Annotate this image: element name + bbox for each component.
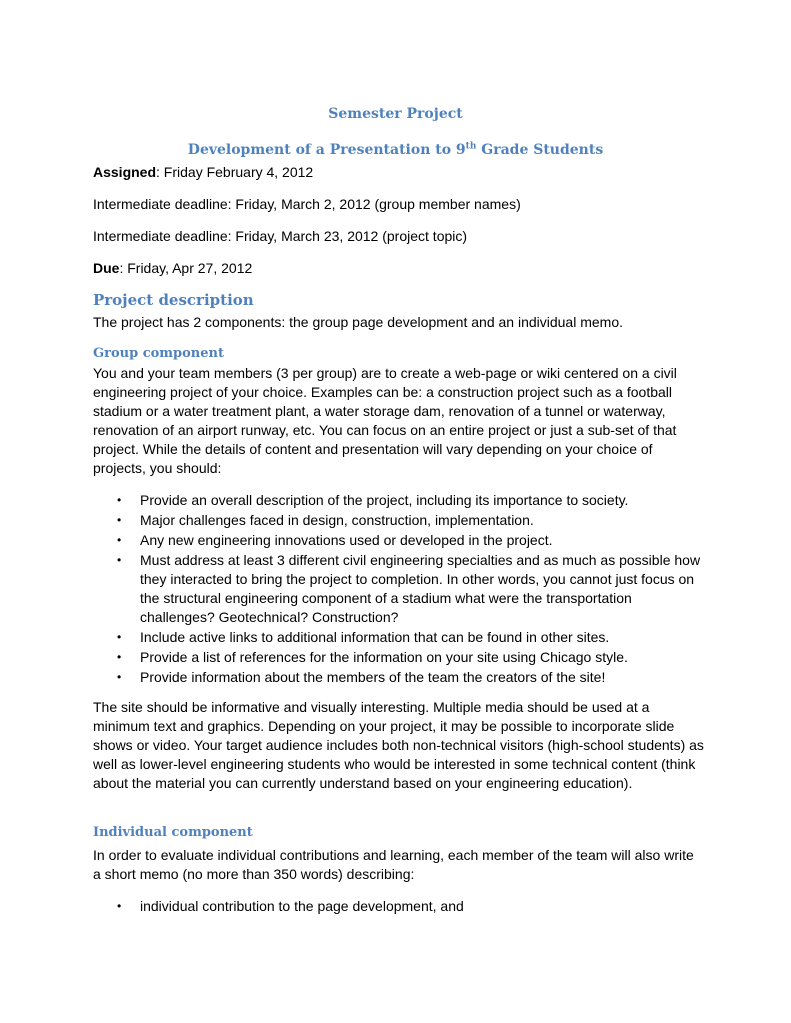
list-item: [93, 531, 705, 550]
group-component-heading: Group component: [93, 346, 224, 361]
group-component-closing: The site should be informative and visually interesting. Multiple media should be used at a minimum text and graphics. Depending on your project, it may be possible to incorporate slide shows or video. Your target audience includes both non-technical visitors (high-school students) as well as lower-level engineering students who would be interested in some technical content (think about the material you can currently understand based on your engineering education).: [93, 699, 704, 791]
list-item: [93, 628, 705, 647]
list-item-text: Provide information about the members of the team the creators of the site!: [140, 669, 606, 685]
bullet-icon: •: [117, 513, 122, 527]
assigned-line: [93, 164, 313, 180]
list-item: [93, 511, 705, 530]
list-item-text: Major challenges faced in design, construction, implementation.: [140, 512, 534, 528]
individual-component-bullets: [93, 897, 705, 917]
bullet-icon: •: [117, 899, 122, 913]
list-item: [93, 897, 705, 916]
project-description-text: The project has 2 components: the group page development and an individual memo.: [93, 314, 624, 330]
list-item-text: Provide an overall description of the project, including its importance to society.: [140, 492, 629, 508]
document-title: Semester Project: [328, 106, 463, 122]
list-item-text: Provide a list of references for the information on your site using Chicago style.: [140, 649, 628, 665]
bullet-icon: •: [117, 670, 122, 684]
due-line: [93, 260, 252, 276]
list-item-text: Include active links to additional information that can be found in other sites.: [140, 629, 610, 645]
bullet-icon: •: [117, 553, 122, 567]
subtitle-superscript: th: [465, 141, 477, 152]
assigned-value: : Friday February 4, 2012: [156, 164, 314, 180]
list-item-text: Must address at least 3 different civil engineering specialties and as much as possible how they interacted to bring the project to completion. In other words, you cannot just focus on the structural engineering component of a stadium what were the transportation challenges? Geotechnical? Construction?: [140, 552, 701, 625]
list-item: [93, 551, 705, 627]
intermediate-deadline-1: Intermediate deadline: Friday, March 2, 2012 (group member names): [93, 196, 521, 212]
assigned-label: Assigned: [93, 164, 157, 180]
subtitle-post: Grade Students: [476, 142, 604, 158]
document-subtitle: [0, 142, 791, 158]
list-item: [93, 648, 705, 667]
project-description-heading: Project description: [93, 291, 254, 309]
list-item: [93, 668, 705, 687]
list-item: [93, 491, 705, 510]
bullet-icon: •: [117, 493, 122, 507]
due-value: : Friday, Apr 27, 2012: [119, 260, 253, 276]
due-label: Due: [93, 260, 120, 276]
list-item-text: individual contribution to the page development, and: [140, 898, 464, 914]
individual-component-heading: Individual component: [93, 825, 253, 840]
intermediate-deadline-2: Intermediate deadline: Friday, March 23, 2012 (project topic): [93, 228, 468, 244]
group-component-bullets: [93, 491, 705, 688]
bullet-icon: •: [117, 533, 122, 547]
group-component-intro: You and your team members (3 per group) are to create a web-page or wiki centered on a civil engineering project of your choice. Examples can be: a construction project such as a football stadium or a water treatment plant, a water storage dam, renovation of a tunnel or waterway, renovation of an airport runway, etc. You can focus on an entire project or just a sub-set of that project. While the details of content and presentation will vary depending on your choice of projects, you should:: [93, 365, 677, 476]
bullet-icon: •: [117, 650, 122, 664]
individual-component-intro: In order to evaluate individual contributions and learning, each member of the team will also write a short memo (no more than 350 words) describing:: [93, 847, 694, 882]
bullet-icon: •: [117, 630, 122, 644]
subtitle-pre: Development of a Presentation to 9: [187, 142, 466, 158]
list-item-text: Any new engineering innovations used or developed in the project.: [140, 532, 553, 548]
